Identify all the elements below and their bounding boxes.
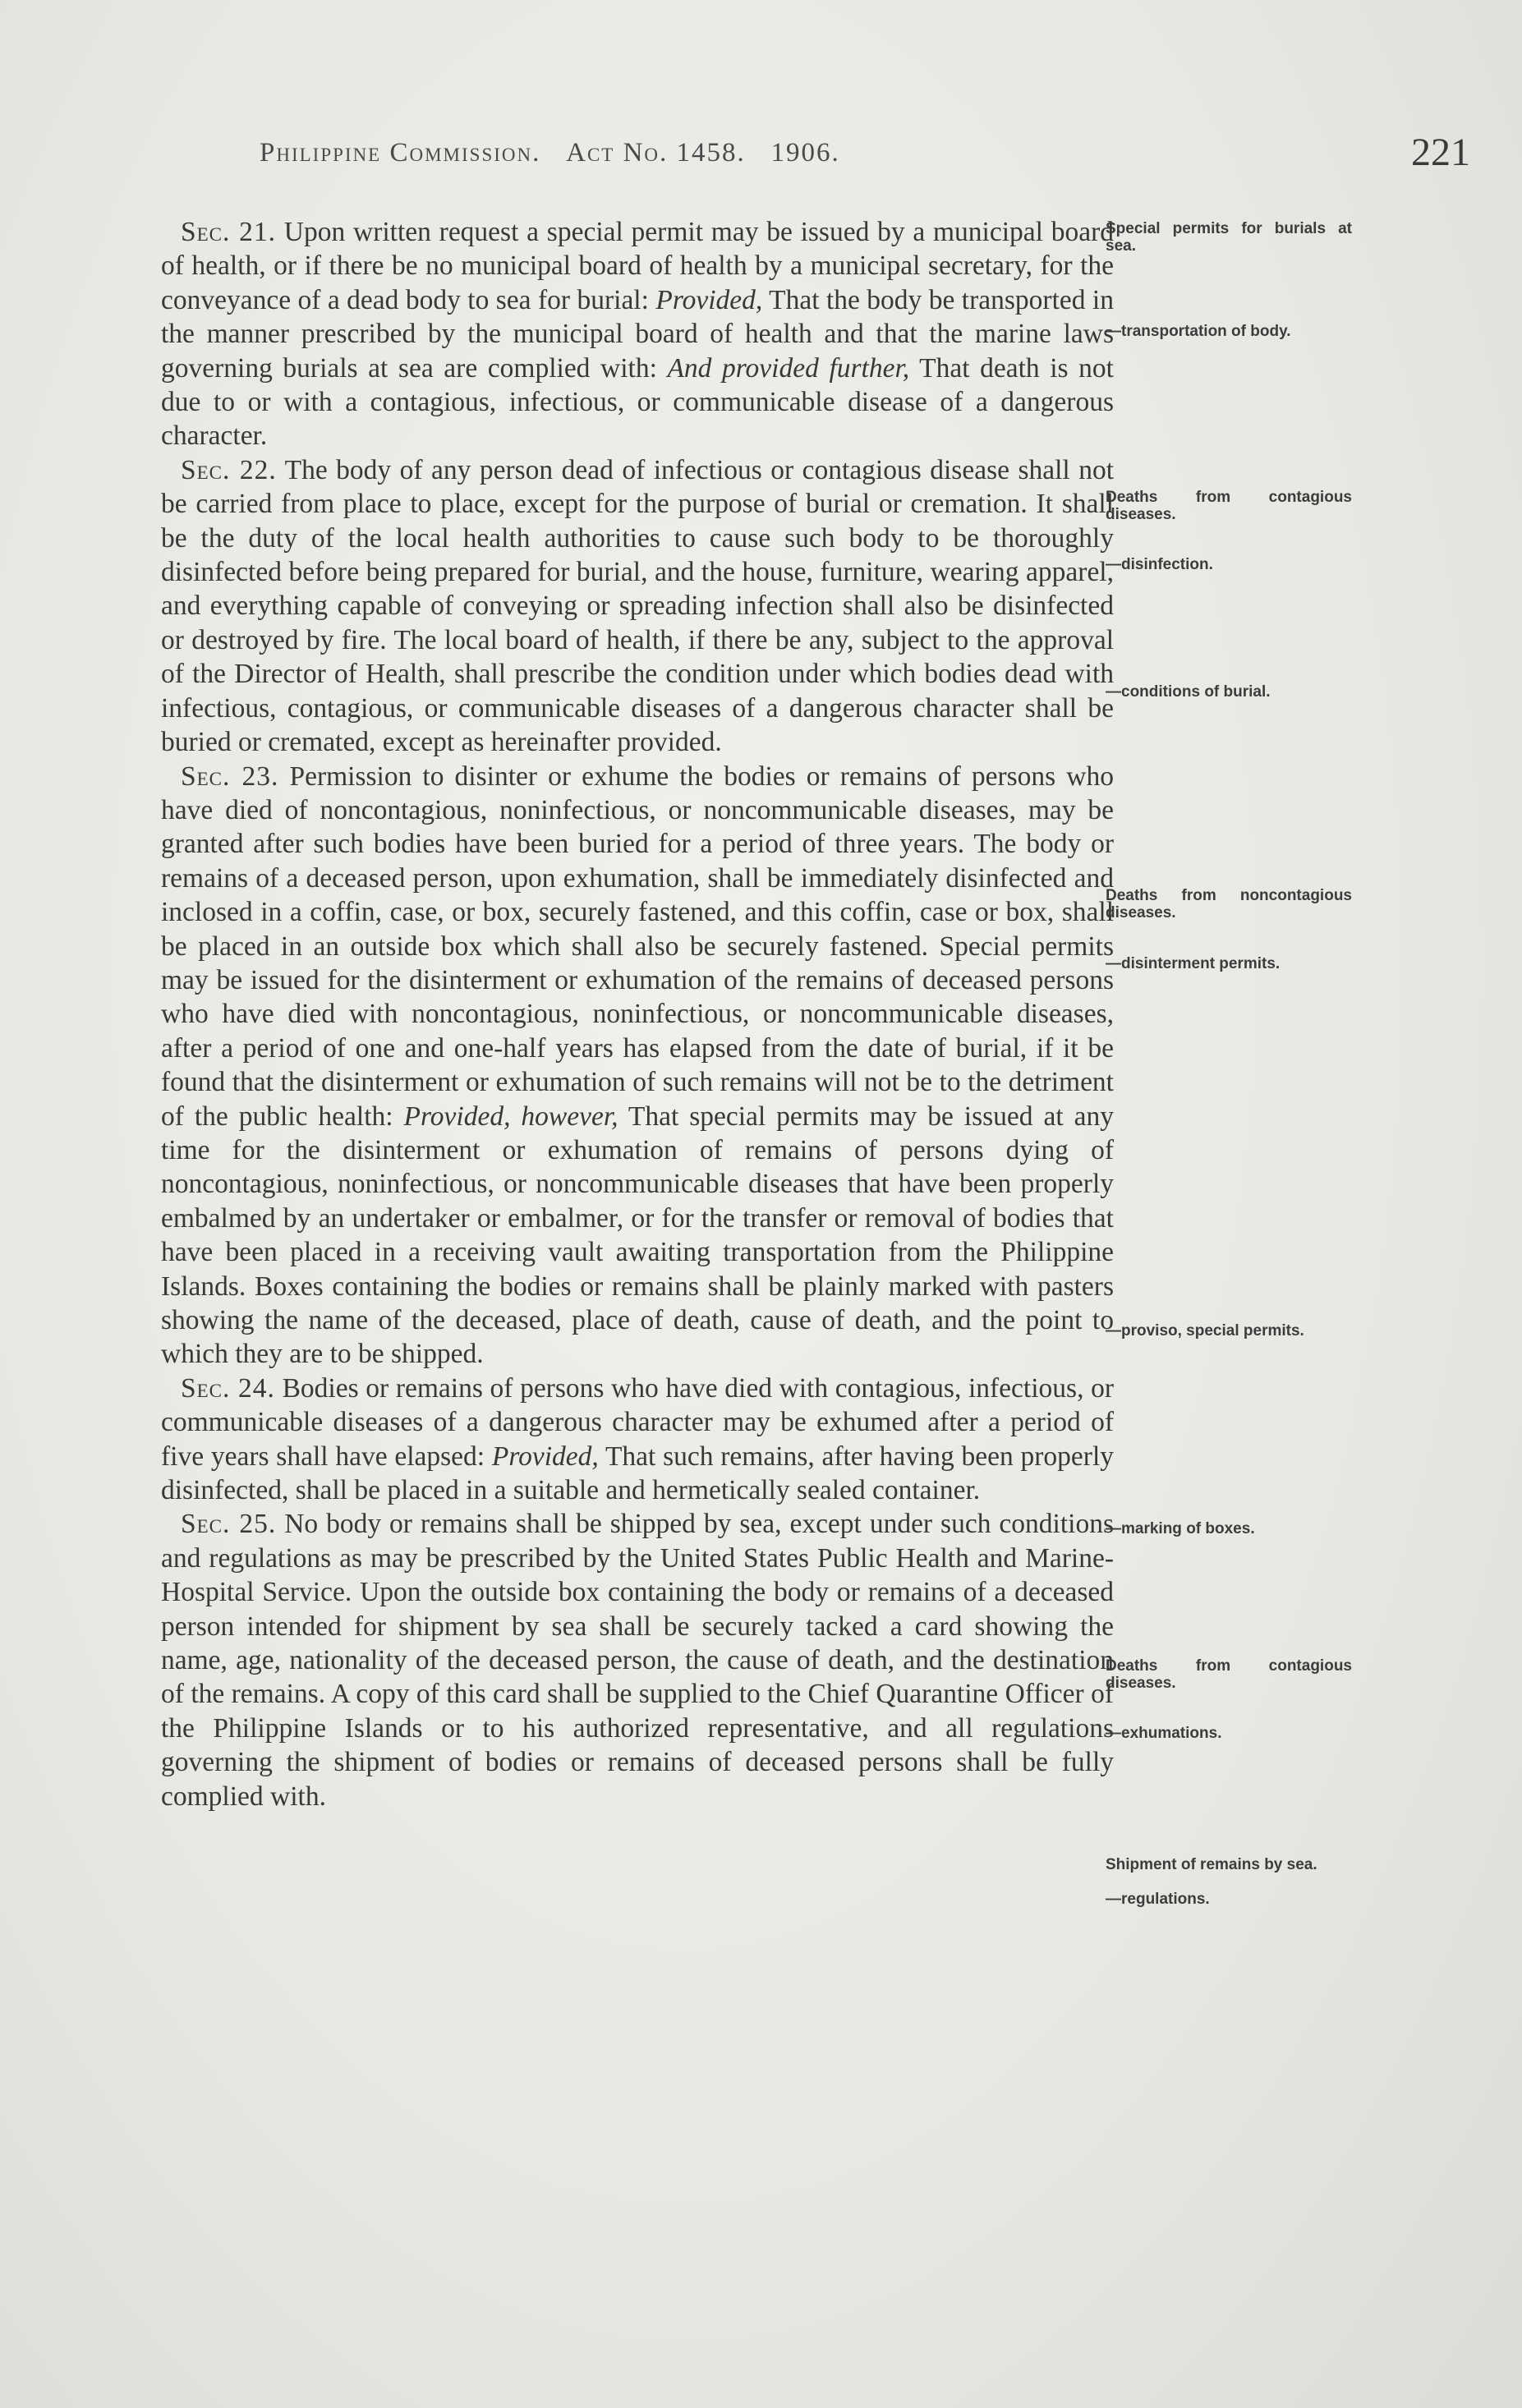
running-title-year: 1906. xyxy=(770,138,840,168)
margin-note: Deaths from contagious diseases. xyxy=(1106,1657,1352,1692)
body-text xyxy=(161,215,1114,1813)
margin-note: Shipment of remains by sea. xyxy=(1106,1856,1317,1873)
margin-note: —conditions of burial. xyxy=(1106,683,1271,701)
running-title-act: Act No. 1458. xyxy=(566,138,746,168)
section-23: Sec. 23. Permission to disinter or exhume the bodies or remains of persons who have died of noncontagious, noninfectious, or noncommunicable diseases, may be granted after such bodies have been buried for a period of three years. The body or remains of a deceased person, upon exhumation, shall be immediately disinfected and inclosed in a coffin, case, or box, securely fastened, and this coffin, case or box, shall be placed in an outside box which shall also be securely fastened. Special permits may be issued for the disinterment or exhumation of the remains of deceased persons who have died with noncontagious, noninfectious, or noncommunicable diseases, after a period of one and one-half years has elapsed from the date of burial, if it be found that the disinterment or exhumation of such remains will not be to the detriment of the public health: Provided, however, That special permits may be issued at any time for the disinterment or exhumation of remains of persons dying of noncontagious, noninfectious, or noncommunicable diseases that have been properly embalmed by an undertaker or embalmer, or for the transfer or removal of bodies that have been placed in a receiving vault awaiting transportation from the Philippine Islands. Boxes containing the bodies or remains shall be plainly marked with pasters showing the name of the deceased, place of death, cause of death, and the point to which they are to be shipped. xyxy=(161,761,1114,1370)
margin-note: Deaths from noncontagious diseases. xyxy=(1106,887,1352,921)
margin-note: —disinfection. xyxy=(1106,556,1213,573)
margin-note: —disinterment permits. xyxy=(1106,955,1281,972)
section-25: Sec. 25. No body or remains shall be shipped by sea, except under such conditions and regulations as may be prescribed by the United States Public Health and Marine-Hospital Service. Upon the outside box containing the body or remains of a deceased person intended for shipment by sea shall be securely tacked a card showing the name, age, nationality of the deceased person, the cause of death, and the destination of the remains. A copy of this card shall be supplied to the Chief Quarantine Officer of the Philippine Islands or to his authorized representative, and all regulations governing the shipment of bodies or remains of deceased persons shall be fully complied with. xyxy=(161,1509,1114,1812)
section-label: Sec. 24. xyxy=(181,1372,275,1404)
section-label: Sec. 25. xyxy=(181,1509,277,1540)
section-label: Sec. 21. xyxy=(181,217,277,247)
margin-note: Special permits for burials at sea. xyxy=(1106,220,1352,255)
section-24: Sec. 24. Bodies or remains of persons who have died with contagious, infectious, or communicable diseases of a dangerous character may be exhumed after a period of five years shall have elapsed: Provided, That such remains, after having been properly disinfected, shall be placed in a suitable and hermetically sealed container. xyxy=(161,1372,1115,1506)
section-22: Sec. 22. The body of any person dead of infectious or contagious disease shall not be carried from place to place, except for the purpose of burial or cremation. It shall be the duty of the local health authorities to cause such body to be thoroughly disinfected before being prepared for burial, and the house, furniture, wearing apparel, and everything capable of conveying or spreading infection shall also be disinfected or destroyed by fire. The local board of health, if there be any, subject to the approval of the Director of Health, shall prescribe the condition under which bodies dead with infectious, contagious, or communicable diseases of a dangerous character shall be buried or cremated, except as hereinafter provided. xyxy=(161,454,1114,758)
margin-note: —exhumations. xyxy=(1106,1725,1222,1742)
section-21: Sec. 21. Upon written request a special permit may be issued by a municipal board of health, or if there be no municipal board of health by a municipal secretary, for the conveyance of a dead body to sea for burial: Provided, That the body be transported in the manner prescribed by the municipal board of health and that the marine laws governing burials at sea are complied with: And provided further, That death is not due to or with a contagious, infectious, or communicable disease of a dangerous character. xyxy=(161,217,1114,452)
page-number: 221 xyxy=(1411,131,1470,174)
running-title-commission: Philippine Commission. xyxy=(260,138,541,168)
margin-note: —transportation of body. xyxy=(1106,323,1291,340)
section-label: Sec. 22. xyxy=(181,454,277,485)
margin-note: —marking of boxes. xyxy=(1106,1520,1255,1537)
margin-note: —proviso, special permits. xyxy=(1106,1322,1304,1340)
section-label: Sec. 23. xyxy=(181,761,279,792)
margin-note: —regulations. xyxy=(1106,1891,1210,1908)
margin-note: Deaths from contagious diseases. xyxy=(1106,489,1352,523)
running-header xyxy=(260,138,840,168)
